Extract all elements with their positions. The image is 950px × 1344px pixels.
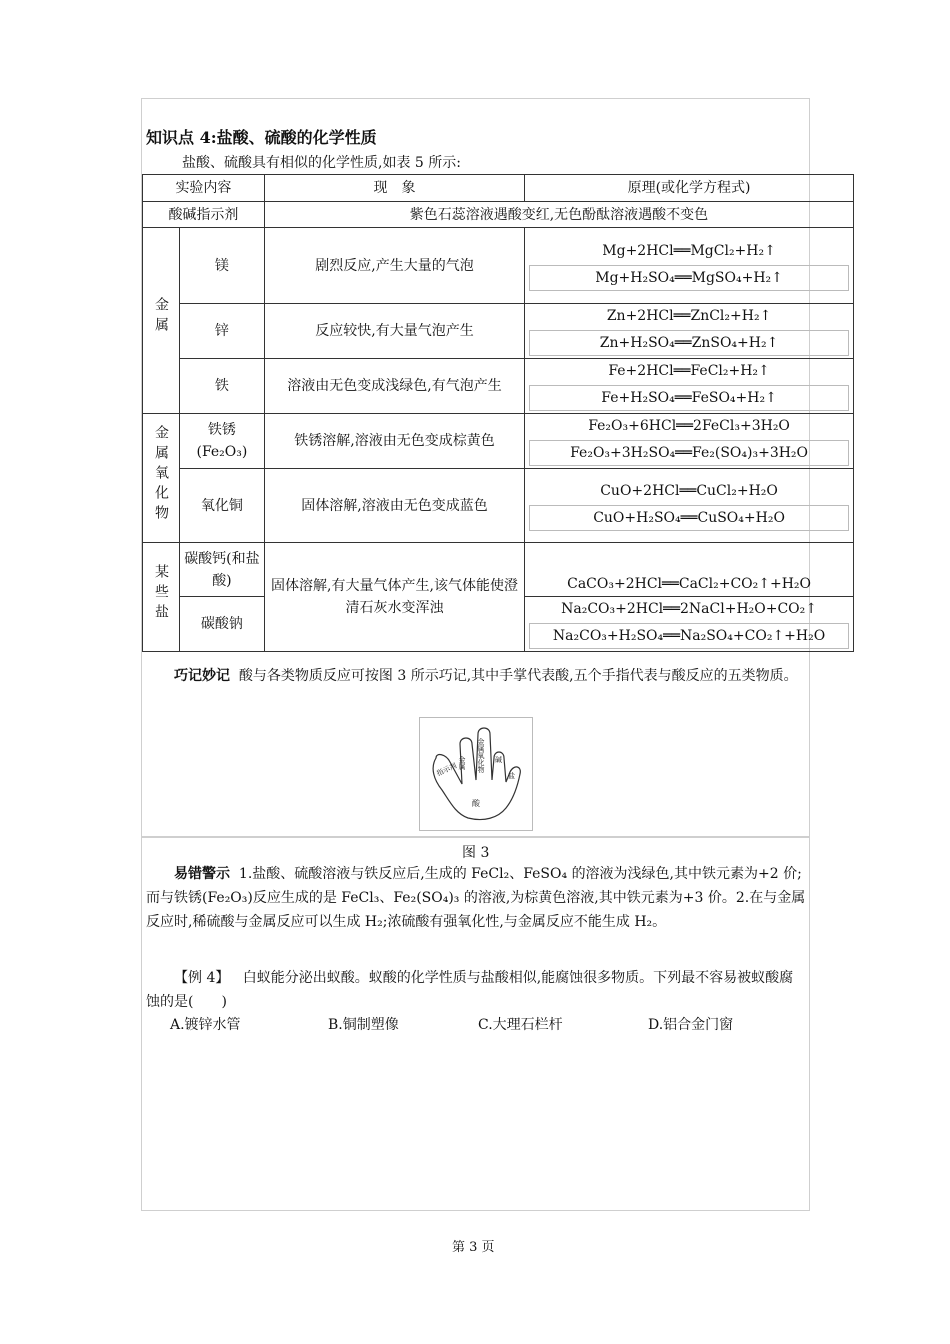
equation: CuO+2HCl══CuCl₂+H₂O bbox=[600, 482, 778, 499]
item-cell: 碳酸钠 bbox=[179, 597, 264, 652]
hand-illustration bbox=[420, 718, 532, 830]
equation: CaCO₃+2HCl══CaCl₂+CO₂↑+H₂O bbox=[567, 576, 812, 592]
hand-label: 指示剂 bbox=[435, 761, 458, 778]
item-cell: 铁锈(Fe₂O₃) bbox=[179, 414, 264, 469]
phenomenon-cell: 溶液由无色变成浅绿色,有气泡产生 bbox=[264, 359, 524, 414]
warning-paragraph bbox=[146, 862, 806, 934]
hand-label: 碱 bbox=[495, 756, 502, 764]
hand-label: 金属氧化物 bbox=[477, 738, 485, 773]
table-row bbox=[143, 543, 854, 597]
equation: Zn+2HCl══ZnCl₂+H₂↑ bbox=[606, 308, 772, 324]
indicator-label: 酸碱指示剂 bbox=[143, 202, 265, 228]
table-row-indicator bbox=[143, 202, 854, 228]
answer-options bbox=[170, 1014, 810, 1034]
phenomenon-cell: 剧烈反应,产生大量的气泡 bbox=[264, 228, 524, 304]
figure-caption: 图 3 bbox=[462, 845, 490, 861]
equation: Fe₂O₃+3H₂SO₄══Fe₂(SO₄)₃+3H₂O bbox=[529, 440, 849, 466]
hand-label: 金属 bbox=[458, 756, 466, 770]
option-b[interactable]: B.铜制塑像 bbox=[328, 1017, 399, 1033]
header-phenomenon: 现 象 bbox=[264, 175, 524, 202]
example-paragraph bbox=[146, 966, 806, 1014]
section-heading: 知识点 4:盐酸、硫酸的化学性质 bbox=[146, 128, 377, 147]
hand-diagram bbox=[419, 717, 533, 831]
tip-text: 酸与各类物质反应可按图 3 所示巧记,其中手掌代表酸,五个手指代表与酸反应的五类物质。 bbox=[238, 668, 798, 684]
example-text: 白蚁能分泌出蚁酸。蚁酸的化学性质与盐酸相似,能腐蚀很多物质。下列最不容易被蚁酸腐蚀的是( ) bbox=[146, 970, 794, 1010]
equation-cell bbox=[525, 304, 854, 359]
item-cell: 氧化铜 bbox=[179, 469, 264, 543]
equation: Fe₂O₃+6HCl══2FeCl₃+3H₂O bbox=[588, 418, 790, 434]
header-principle: 原理(或化学方程式) bbox=[525, 175, 854, 202]
table-row bbox=[143, 228, 854, 304]
intro-text: 盐酸、硫酸具有相似的化学性质,如表 5 所示: bbox=[182, 155, 461, 171]
group-salt: 某些盐 bbox=[143, 543, 180, 652]
item-cell: 锌 bbox=[179, 304, 264, 359]
group-metal: 金属 bbox=[143, 228, 180, 414]
equation: Mg+2HCl══MgCl₂+H₂↑ bbox=[602, 242, 776, 259]
equation: Na₂CO₃+2HCl══2NaCl+H₂O+CO₂↑ bbox=[561, 601, 817, 617]
phenomenon-cell: 铁锈溶解,溶液由无色变成棕黄色 bbox=[264, 414, 524, 469]
table-row bbox=[143, 359, 854, 414]
group-metal-oxide: 金属氧化物 bbox=[143, 414, 180, 543]
table-row bbox=[143, 469, 854, 543]
equation-cell bbox=[525, 228, 854, 304]
equation: CuO+H₂SO₄══CuSO₄+H₂O bbox=[529, 505, 849, 531]
option-c[interactable]: C.大理石栏杆 bbox=[478, 1017, 563, 1033]
item-cell: 镁 bbox=[179, 228, 264, 304]
equation: Fe+H₂SO₄══FeSO₄+H₂↑ bbox=[529, 385, 849, 411]
warning-text: 1.盐酸、硫酸溶液与铁反应后,生成的 FeCl₂、FeSO₄ 的溶液为浅绿色,其中铁元素为+2 价;而与铁锈(Fe₂O₃)反应生成的是 FeCl₃、Fe₂(SO₄)₃ 的溶液,为棕黄色溶液,其中铁元素为+3 价。2.在与金属反应时,稀硫酸与金属反应可以生成 H₂;浓硫酸有强氧化性,与金属反应不能生成 H₂。 bbox=[146, 866, 806, 930]
item-cell: 碳酸钙(和盐酸) bbox=[179, 543, 264, 597]
tip-paragraph bbox=[146, 664, 806, 688]
equation-cell bbox=[525, 543, 854, 597]
header-experiment: 实验内容 bbox=[143, 175, 265, 202]
page-number: 第 3 页 bbox=[452, 1240, 495, 1255]
acid-properties-table bbox=[142, 174, 854, 652]
hand-label: 酸 bbox=[472, 799, 480, 808]
item-cell: 铁 bbox=[179, 359, 264, 414]
example-label: 【例 4】 bbox=[174, 970, 230, 986]
option-d[interactable]: D.铝合金门窗 bbox=[648, 1017, 734, 1033]
indicator-text: 紫色石蕊溶液遇酸变红,无色酚酞溶液遇酸不变色 bbox=[264, 202, 853, 228]
equation: Fe+2HCl══FeCl₂+H₂↑ bbox=[608, 363, 770, 379]
table-header-row bbox=[143, 175, 854, 202]
tip-label: 巧记妙记 bbox=[174, 668, 230, 684]
equation-cell bbox=[525, 469, 854, 543]
table-row bbox=[143, 304, 854, 359]
equation-cell bbox=[525, 414, 854, 469]
equation: Zn+H₂SO₄══ZnSO₄+H₂↑ bbox=[529, 330, 849, 356]
equation-cell bbox=[525, 597, 854, 652]
warning-label: 易错警示 bbox=[174, 866, 230, 882]
equation-cell bbox=[525, 359, 854, 414]
phenomenon-cell: 固体溶解,有大量气体产生,该气体能使澄清石灰水变浑浊 bbox=[264, 543, 524, 652]
option-a[interactable]: A.镀锌水管 bbox=[170, 1017, 241, 1033]
hand-label: 盐 bbox=[508, 772, 515, 780]
phenomenon-cell: 固体溶解,溶液由无色变成蓝色 bbox=[264, 469, 524, 543]
phenomenon-cell: 反应较快,有大量气泡产生 bbox=[264, 304, 524, 359]
equation: Na₂CO₃+H₂SO₄══Na₂SO₄+CO₂↑+H₂O bbox=[529, 623, 849, 649]
table-row bbox=[143, 414, 854, 469]
equation: Mg+H₂SO₄══MgSO₄+H₂↑ bbox=[529, 265, 849, 291]
